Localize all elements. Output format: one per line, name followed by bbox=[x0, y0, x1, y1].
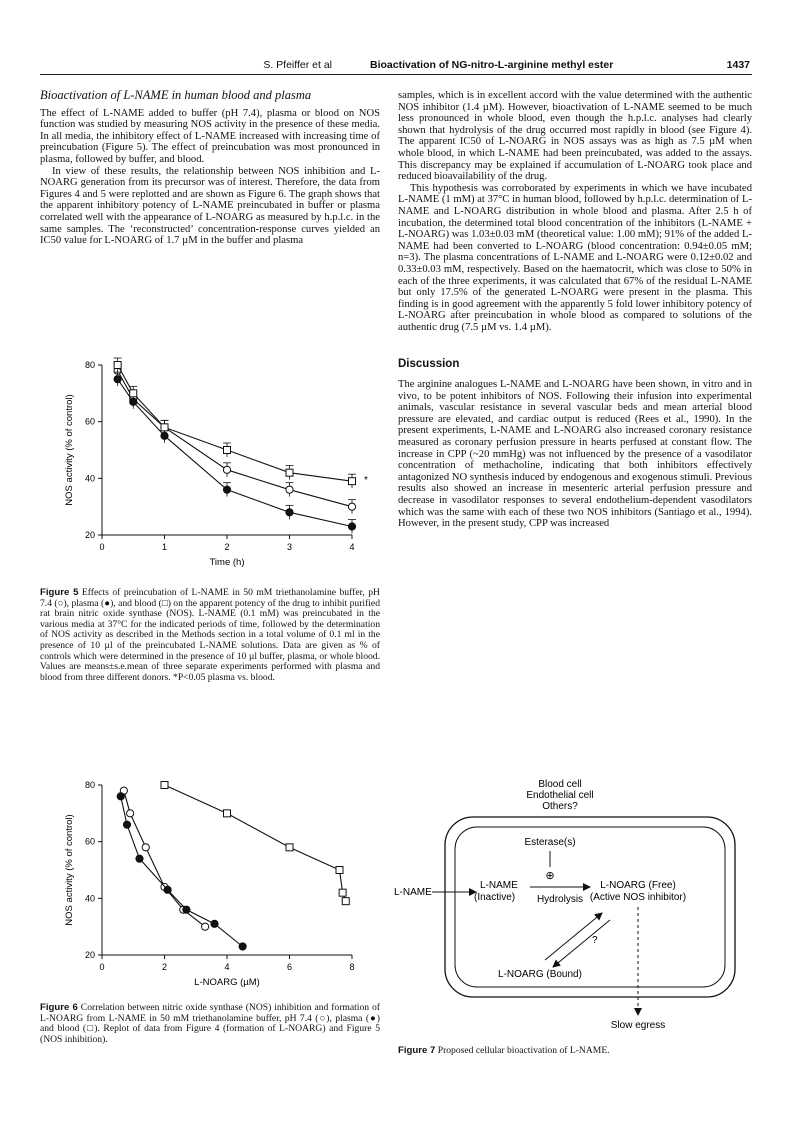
y-tick-label: 20 bbox=[84, 950, 95, 960]
data-point bbox=[286, 469, 293, 476]
data-point bbox=[161, 782, 168, 789]
data-point bbox=[130, 390, 137, 397]
data-point bbox=[161, 424, 168, 431]
figure-5-caption bbox=[40, 588, 380, 683]
lname-inactive-sub: (Inactive) bbox=[474, 892, 516, 903]
caption-text: Correlation between nitric oxide synthase (NOS) inhibition and formation of L-NOARG from L-NAME in 50 mM triethanolamine buffer, pH 7.4 (○), plasma (●) and blood (□). Replot of data from Figure 4 (formation of L-NOARG) and Figure 5 (NOS inhibition). bbox=[40, 1002, 380, 1045]
x-tick-label: 4 bbox=[224, 962, 230, 972]
data-point bbox=[348, 523, 355, 530]
data-point bbox=[211, 920, 218, 927]
paragraph: The arginine analogues L-NAME and L-NOARG have been shown, in vitro and in vivo, to be potent inhibitors of NOS. Following their infusion into experimental animals, vascular resistance in several vascular beds and mean arterial blood pressure are elevated, and cardiac output is reduced (Rees et al., 1990). In the present experiments, L-NAME and L-NOARG also increased coronary resistance measured as coronary perfusion pressure in hearts perfused at constant flow. The increase in CPP (~20 mmHg) was not influenced by the presence of a vasodilator concentration of methacholine, indicating that both inhibitors effectively antagonized NO synthesis induced by endogenous and exogenous stimuli. Previous results also showed an increase in mesenteric arterial perfusion pressure and decrease in vasodilator responses to several endothelium-dependent vasodilators which was the same with each of these two NOS inhibitors (Santiago et al., 1994). However, in the present study, CPP was increased bbox=[398, 379, 752, 530]
data-point bbox=[117, 793, 124, 800]
y-axis-label: NOS activity (% of control) bbox=[64, 814, 75, 926]
section-heading: Bioactivation of L-NAME in human blood and plasma bbox=[40, 88, 312, 102]
data-point bbox=[136, 855, 143, 862]
series-line bbox=[121, 796, 243, 946]
caption-text: Effects of preincubation of L-NAME in 50 mM triethanolamine buffer, pH 7.4 (○), plasma (●), and blood (□) on the apparent potency of the drug to inhibit purified rat brain nitric oxide synthase (NOS). L-NAME (0.1 mM) was preincubated in the various media at 37°C for the indicated periods of time, followed by the determination of NOS activity as described in the Methods section in a total volume of 0.1 ml in the presence of 10 µl of the preincubated L-NAME solutions. Data are given as % of controls which were determined in the presence of 10 µl buffer, plasma, or whole blood. Values are means±s.e.mean of three separate experiments performed with plasma and blood from three different donors. *P<0.05 plasma vs. blood. bbox=[40, 587, 380, 683]
data-point bbox=[114, 362, 121, 369]
data-point bbox=[224, 810, 231, 817]
page-number: 1437 bbox=[726, 59, 750, 71]
data-point bbox=[339, 889, 346, 896]
data-point bbox=[286, 486, 293, 493]
figure-7-diagram bbox=[390, 775, 752, 1035]
data-point bbox=[286, 844, 293, 851]
stimulation-symbol: ⊕ bbox=[545, 870, 555, 882]
lname-outside-label: L-NAME bbox=[394, 887, 432, 898]
hydrolysis-label: Hydrolysis bbox=[536, 894, 584, 905]
y-tick-label: 80 bbox=[84, 780, 95, 790]
figure-label: Figure 6 bbox=[40, 1002, 78, 1013]
x-tick-label: 2 bbox=[161, 962, 168, 972]
x-tick-label: 3 bbox=[286, 542, 293, 552]
running-author: S. Pfeiffer et al bbox=[263, 59, 332, 71]
x-tick-label: 4 bbox=[349, 542, 355, 552]
x-axis-label: L-NOARG (µM) bbox=[194, 977, 260, 988]
data-point bbox=[348, 503, 355, 510]
figure-5-chart bbox=[40, 355, 380, 585]
x-tick-label: 1 bbox=[161, 542, 168, 552]
significance-annotation: * bbox=[364, 475, 368, 487]
y-axis-label: NOS activity (% of control) bbox=[64, 394, 75, 506]
x-tick-label: 0 bbox=[99, 542, 105, 552]
data-point bbox=[224, 447, 231, 454]
data-point bbox=[342, 898, 349, 905]
cell-type-label: Blood cell bbox=[538, 779, 582, 790]
lname-inactive-label: L-NAME bbox=[480, 880, 518, 891]
data-point bbox=[223, 466, 230, 473]
figure-7-caption bbox=[398, 1046, 752, 1057]
x-tick-label: 0 bbox=[99, 962, 105, 972]
data-point bbox=[164, 886, 171, 893]
data-point bbox=[142, 844, 149, 851]
y-tick-label: 40 bbox=[84, 473, 95, 484]
paragraph: samples, which is in excellent accord with the value determined with the authentic NOS inhibitor (1.4 µM). However, bioactivation of L-NAME seemed to be much less pronounced in whole blood, even though the h.p.l.c. analyses had clearly shown that hydrolysis of the drug occurred most rapidly in blood (see Figure 4). The apparent IC50 of L-NOARG in NOS assays was as high as 7.5 µM when whole blood, in which L-NAME had been preincubated, was added to the assays. This discrepancy may be explained if accumulation of L-NOARG took place and reduced bioavailability of the drug. bbox=[398, 90, 752, 183]
figure-6-chart bbox=[40, 775, 380, 1000]
data-point bbox=[349, 478, 356, 485]
release-arrow bbox=[553, 920, 610, 967]
running-title: Bioactivation of NG-nitro-L-arginine methyl ester bbox=[370, 59, 614, 71]
y-tick-label: 60 bbox=[84, 416, 95, 427]
lnoarg-free-label: L-NOARG (Free) bbox=[600, 880, 676, 891]
cell-inner-membrane bbox=[455, 827, 725, 987]
x-axis-label: Time (h) bbox=[209, 557, 245, 568]
cell-type-label: Endothelial cell bbox=[526, 790, 594, 801]
page-header bbox=[40, 56, 752, 75]
y-tick-label: 40 bbox=[84, 893, 95, 904]
data-point bbox=[336, 867, 343, 874]
x-tick-label: 8 bbox=[349, 962, 355, 972]
figure-6-caption bbox=[40, 1003, 380, 1045]
series-line bbox=[165, 785, 346, 901]
data-point bbox=[114, 376, 121, 383]
y-tick-label: 20 bbox=[84, 530, 95, 540]
right-column bbox=[398, 90, 752, 530]
lnoarg-free-sub: (Active NOS inhibitor) bbox=[589, 892, 687, 903]
data-point bbox=[239, 943, 246, 950]
discussion-heading: Discussion bbox=[398, 358, 460, 371]
esterase-label: Esterase(s) bbox=[524, 837, 576, 848]
data-point bbox=[223, 486, 230, 493]
cell-outer-membrane bbox=[445, 817, 735, 997]
caption-text: Proposed cellular bioactivation of L-NAME. bbox=[437, 1045, 610, 1056]
question-mark: ? bbox=[592, 935, 598, 946]
slow-egress-label: Slow egress bbox=[610, 1020, 666, 1031]
x-tick-label: 6 bbox=[286, 962, 293, 972]
x-tick-label: 2 bbox=[224, 542, 230, 552]
paragraph: The effect of L-NAME added to buffer (pH 7.4), plasma or blood on NOS function was studied by measuring NOS activity in the presence of these media. In all media, the inhibitory effect of L-NAME increased with increasing time of preincubation (Figure 5). The effect of preincubation was most pronounced in plasma, followed by buffer, and blood. bbox=[40, 107, 380, 165]
data-point bbox=[202, 923, 209, 930]
series-line bbox=[118, 371, 352, 507]
figure-label: Figure 7 bbox=[398, 1045, 436, 1056]
left-column bbox=[40, 90, 380, 247]
data-point bbox=[123, 821, 130, 828]
paragraph: In view of these results, the relationship between NOS inhibition and L-NOARG generation from its precursor was of interest. Therefore, the data from Figures 4 and 5 were replotted and are shown as Figure 6. The graph shows that the apparent inhibitory potency of L-NAME preincubated in buffer or plasma correlated well with the appearance of L-NOARG as measured by h.p.l.c. in the same samples. The ‘reconstructed’ concentration-response curves yielded an IC50 value for L-NOARG of 1.7 µM in the buffer and plasma bbox=[40, 165, 380, 247]
data-point bbox=[127, 810, 134, 817]
lnoarg-bound-label: L-NOARG (Bound) bbox=[498, 969, 582, 980]
figure-label: Figure 5 bbox=[40, 587, 79, 598]
cell-type-label: Others? bbox=[542, 801, 578, 812]
data-point bbox=[286, 509, 293, 516]
paragraph: This hypothesis was corroborated by experiments in which we have incubated L-NAME (1 mM) at 37°C in human blood, followed by h.p.l.c. determination of L-NAME and L-NOARG distribution in whole blood and plasma. After 2.5 h of incubation, the determined total blood concentration of the inhibitors (L-NAME + L-NOARG) was 1.03±0.03 mM (theoretical value: 1.00 mM); 91% of the added L-NAME had been converted to L-NOARG (blood concentration: 0.94±0.05 mM; n=3). The plasma concentrations of L-NAME and L-NOARG were 0.12±0.02 and 0.33±0.03 mM, respectively. Based on the haematocrit, which was close to 50% in each of the three experiments, it was calculated that 67% of the residual L-NAME but only 17.5% of the generated L-NOARG were present in the plasma. This finding is in good agreement with the apparently 5 fold lower inhibitory potency of L-NOARG after preincubation in whole blood as compared to solutions of the authentic drug (7.5 µM vs. 1.4 µM). bbox=[398, 182, 752, 333]
data-point bbox=[183, 906, 190, 913]
y-tick-label: 60 bbox=[84, 836, 95, 847]
y-tick-label: 80 bbox=[84, 360, 95, 370]
